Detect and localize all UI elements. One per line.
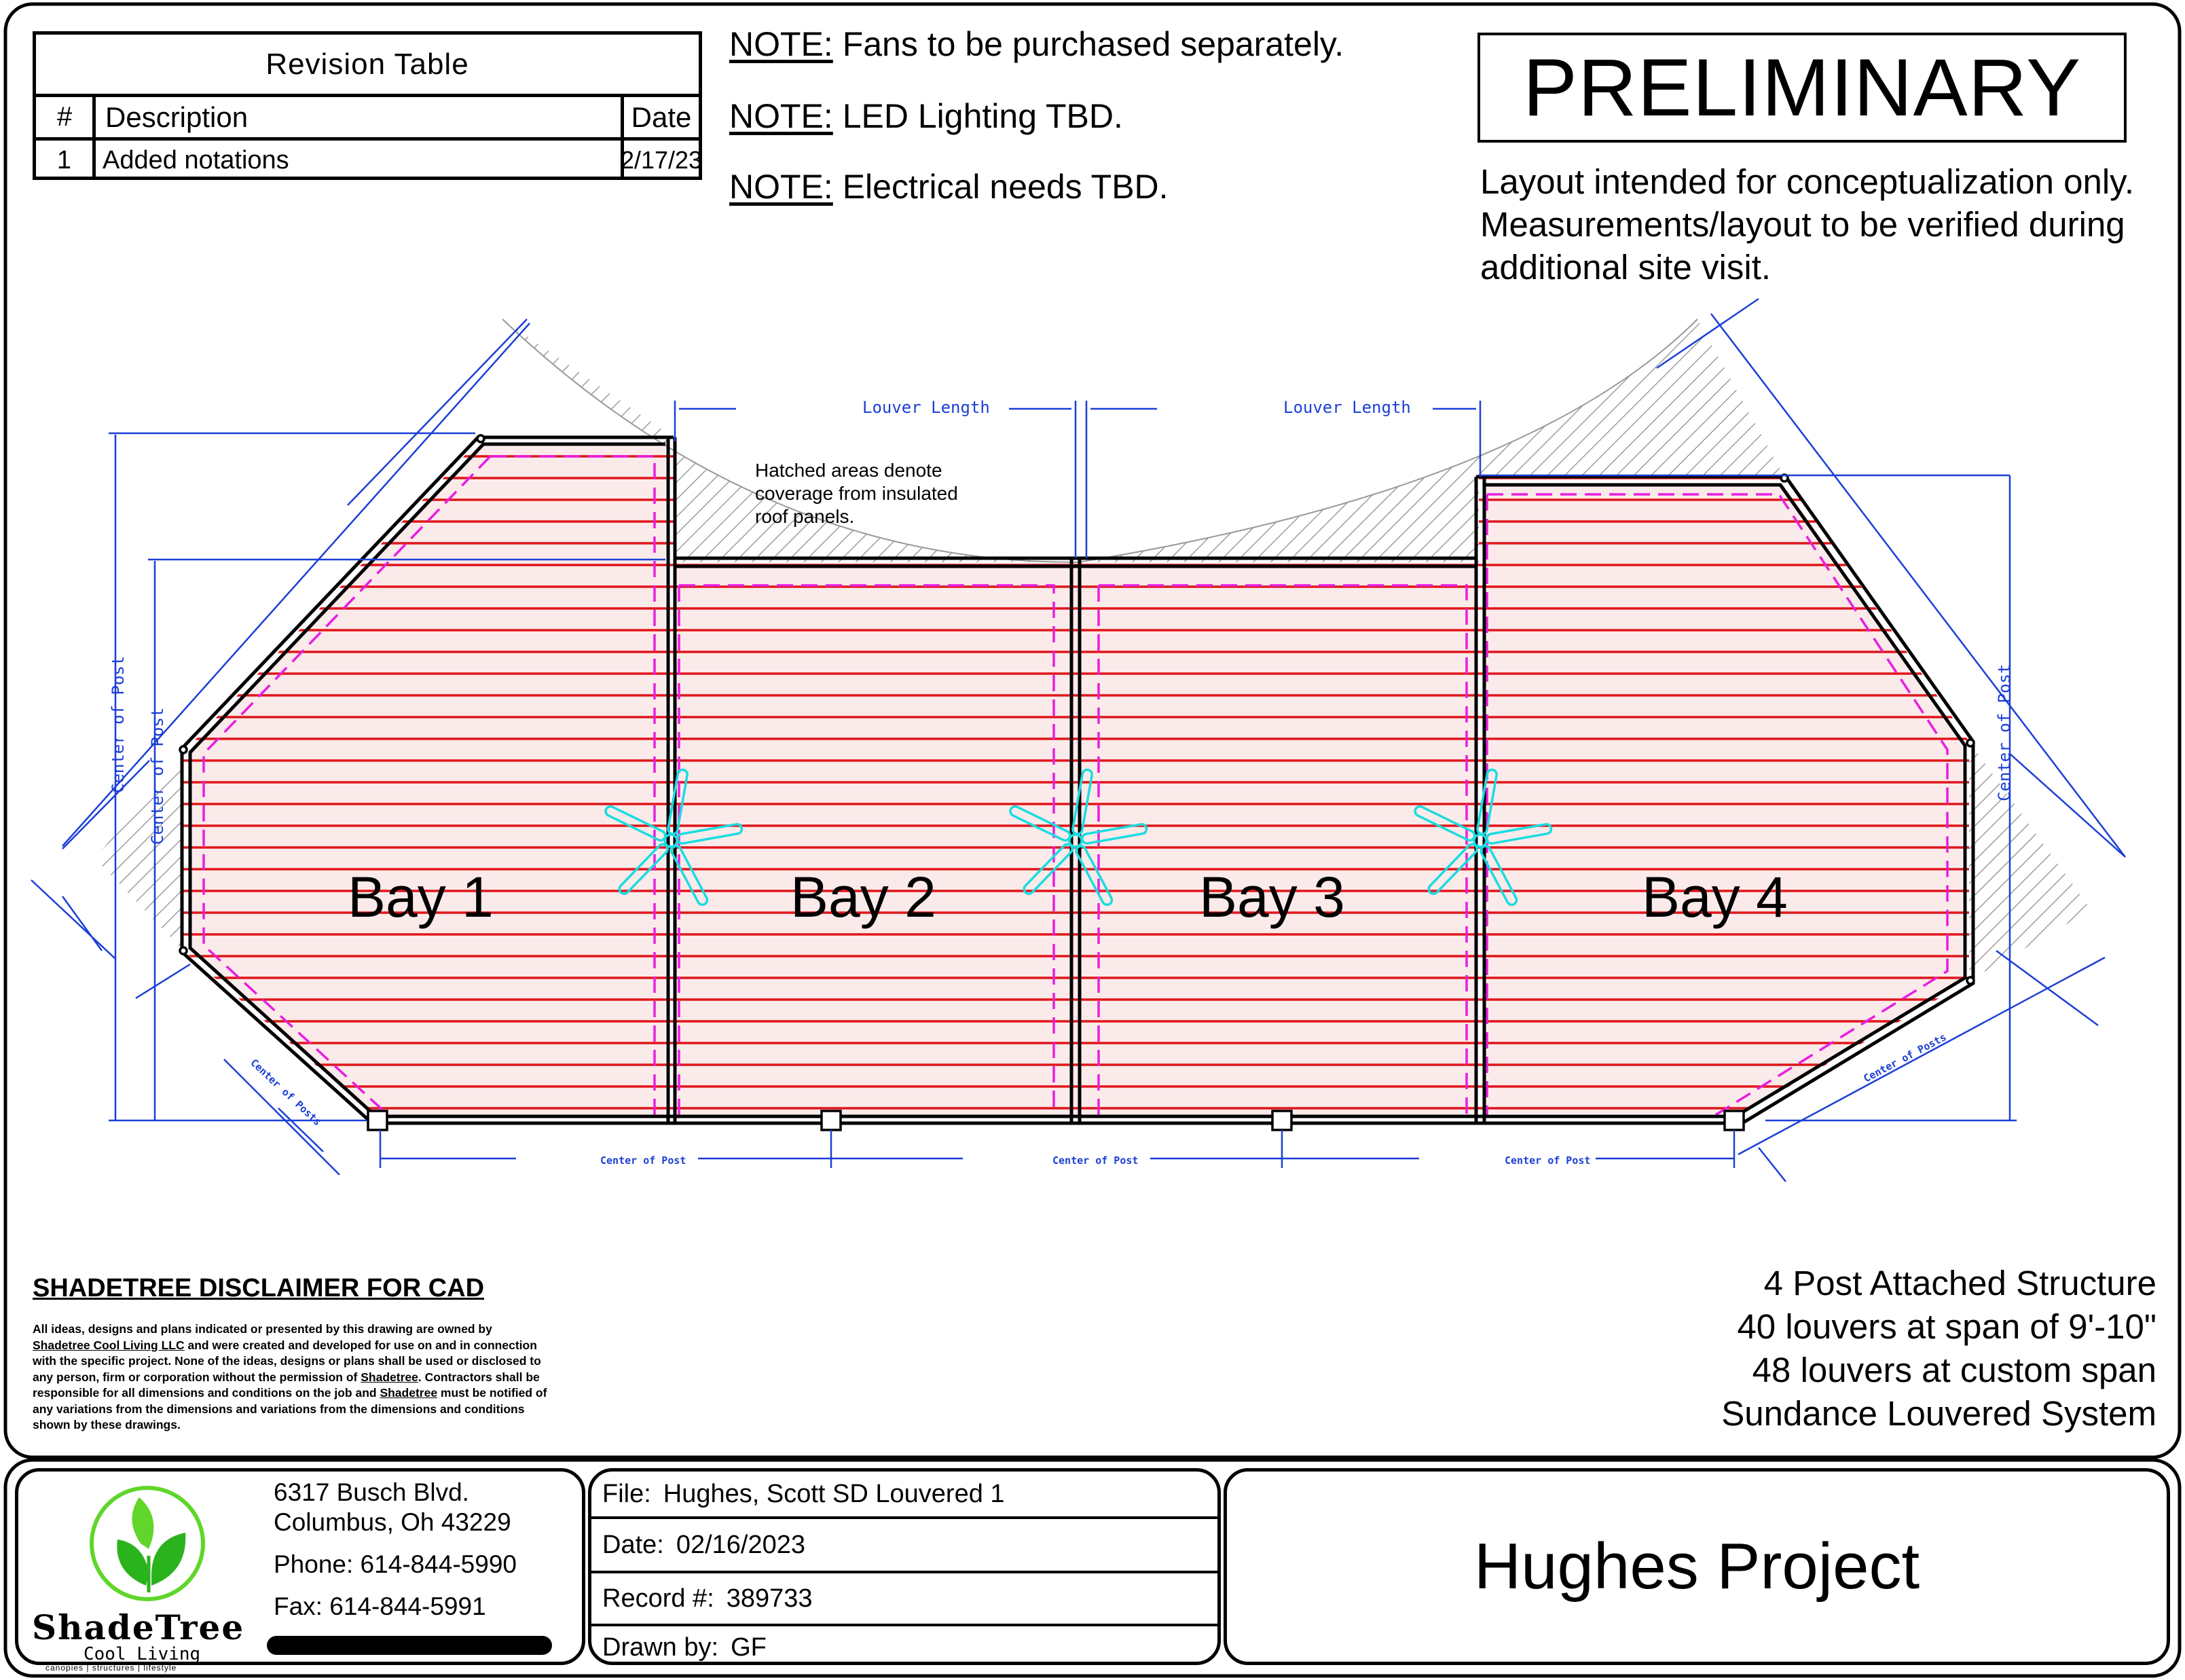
revision-row-num: 1: [36, 141, 96, 180]
note-text: Electrical needs TBD.: [842, 168, 1169, 206]
hatch-note-line: Hatched areas denote: [755, 460, 942, 481]
company-tagline: canopies | structures | lifestyle: [45, 1663, 177, 1673]
revision-row-description: Added notations: [96, 141, 624, 180]
corner-node: [477, 435, 484, 442]
file-row: [591, 1472, 1217, 1519]
note-text: LED Lighting TBD.: [842, 97, 1123, 135]
company-subtitle: Cool Living: [84, 1644, 201, 1664]
project-title: Hughes Project: [1473, 1530, 1920, 1603]
center-of-post-label: Center of Post: [109, 655, 128, 793]
preliminary-stamp: PRELIMINARY: [1477, 33, 2127, 143]
corner-node: [180, 947, 187, 954]
disclaimer-company: Shadetree: [361, 1370, 418, 1384]
leaf-logo-icon: [86, 1484, 215, 1613]
center-of-posts-label: Center of Posts: [1861, 1031, 1949, 1085]
dim-diag-br-end2: [1759, 1148, 1786, 1182]
bay-4-label: Bay 4: [1642, 865, 1788, 929]
disclaimer-text: All ideas, designs and plans indicated or presented by this drawing are owned by: [33, 1322, 492, 1336]
disclaimer-company: Shadetree: [380, 1386, 438, 1400]
file-label: File:: [602, 1479, 651, 1508]
bay-2-label: Bay 2: [790, 865, 936, 929]
record-row: [591, 1573, 1217, 1626]
record-value: 389733: [726, 1584, 813, 1613]
file-info-block: [588, 1468, 1221, 1665]
center-of-posts-label: Center of Posts: [248, 1056, 324, 1129]
post-4: [1725, 1111, 1744, 1130]
disclaimer-title: SHADETREE DISCLAIMER FOR CAD: [33, 1274, 485, 1302]
louver-length-label: Louver Length: [862, 398, 990, 417]
drawn-by-row: [591, 1626, 1217, 1665]
post-3: [1272, 1111, 1291, 1130]
redaction-bar: [267, 1636, 552, 1655]
note-label: NOTE:: [729, 97, 833, 135]
project-title-block: [1224, 1468, 2170, 1665]
date-row: [591, 1519, 1217, 1573]
hatch-right: [1969, 742, 2091, 981]
louver-length-label: Louver Length: [1283, 398, 1411, 417]
center-of-post-label: Center of Post: [1505, 1154, 1591, 1167]
hatch-note-line: roof panels.: [755, 506, 855, 527]
revision-header-date: Date: [631, 101, 692, 133]
corner-node: [1967, 977, 1974, 984]
preliminary-note: Layout intended for conceptualization only. Measurements/layout to be verified during additional site visit.: [1480, 162, 2135, 287]
revision-row-date: 2/17/23: [620, 146, 703, 174]
revision-table-title: Revision Table: [265, 47, 469, 81]
company-block: [15, 1468, 585, 1673]
corner-node: [1967, 739, 1974, 746]
record-label: Record #:: [602, 1584, 714, 1613]
hatch-note-line: coverage from insulated: [755, 483, 958, 504]
bay-3-label: Bay 3: [1199, 865, 1345, 929]
company-name: ShadeTree: [32, 1607, 245, 1647]
disclaimer-body: [33, 1321, 549, 1434]
center-of-post-label: Center of Post: [1995, 663, 2014, 801]
post-1: [368, 1111, 387, 1130]
company-phone: Phone: 614-844-5990: [274, 1550, 517, 1578]
center-of-post-label: Center of Post: [148, 707, 167, 845]
bay-1-label: Bay 1: [348, 865, 494, 929]
disclaimer-company: Shadetree Cool Living LLC: [33, 1338, 185, 1352]
center-of-post-label: Center of Post: [600, 1154, 686, 1167]
company-address-line1: 6317 Busch Blvd.: [274, 1478, 469, 1506]
company-address-line2: Columbus, Oh 43229: [274, 1508, 511, 1536]
disclaimer-text: must be notified of any variations from the dimensions and variations from the dimensions and conditions shown by these drawings.: [33, 1386, 547, 1431]
hatch-note: [755, 460, 958, 527]
company-fax: Fax: 614-844-5991: [274, 1592, 486, 1620]
revision-header-description: Description: [96, 97, 624, 137]
note-text: Fans to be purchased separately.: [842, 25, 1344, 63]
revision-header-num: #: [36, 97, 96, 137]
spec-line: 4 Post Attached Structure: [1763, 1264, 2156, 1302]
corner-node: [180, 746, 187, 753]
spec-line: 40 louvers at span of 9'-10": [1737, 1307, 2156, 1346]
post-2: [822, 1111, 841, 1130]
spec-line: Sundance Louvered System: [1721, 1394, 2156, 1433]
disclaimer-text: and were created and developed for use on and in connection with the specific project. None of the ideas, designs or plans shall be used or disclosed to any person, firm or corporation without the permission of: [33, 1338, 541, 1384]
note-label: NOTE:: [729, 168, 833, 206]
center-of-post-label: Center of Post: [1052, 1154, 1139, 1167]
dim-diag-bl: [31, 880, 115, 959]
drawn-by-label: Drawn by:: [602, 1632, 719, 1662]
dim-diag-bl-end: [62, 896, 102, 951]
file-value: Hughes, Scott SD Louvered 1: [663, 1479, 1005, 1508]
note-label: NOTE:: [729, 25, 833, 63]
spec-line: 48 louvers at custom span: [1752, 1351, 2156, 1389]
date-value: 02/16/2023: [676, 1530, 806, 1559]
date-label: Date:: [602, 1530, 664, 1559]
drawn-by-value: GF: [731, 1632, 767, 1662]
dim-diag-bl2: [136, 964, 190, 998]
structure-specs: [1477, 1262, 2156, 1436]
disclaimer-text: . Contractors shall be responsible for all dimensions and conditions on the job and: [33, 1370, 540, 1400]
